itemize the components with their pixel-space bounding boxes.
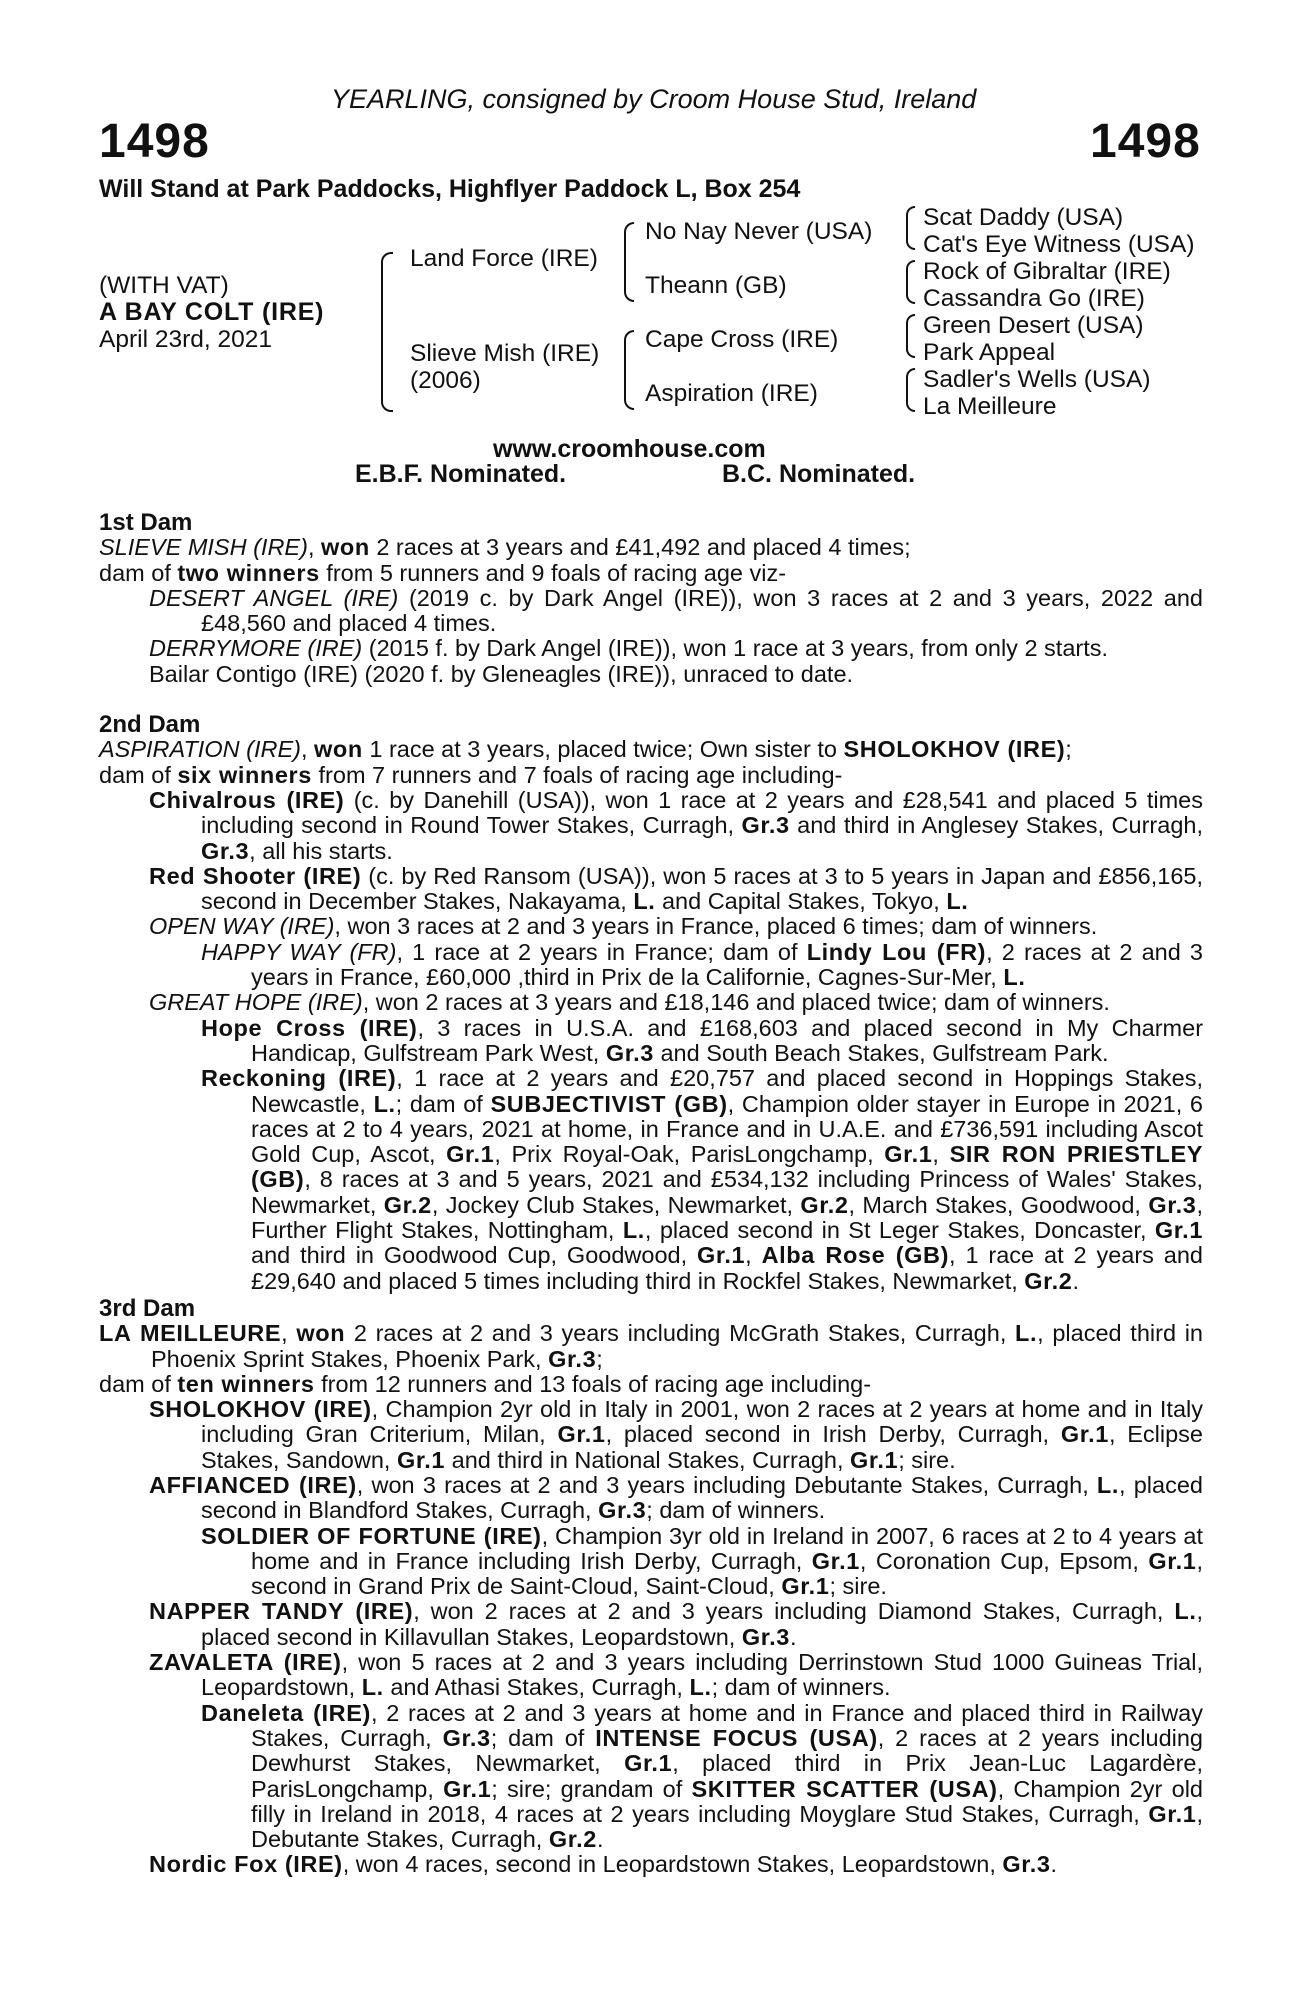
bc-nomination: B.C. Nominated. bbox=[722, 460, 916, 488]
second-dam-summary: ASPIRATION (IRE), won 1 race at 3 years, placed twice; Own sister to SHOLOKHOV (IRE); bbox=[99, 736, 1072, 763]
ebf-nomination: E.B.F. Nominated. bbox=[355, 460, 567, 488]
first-dam-heading: 1st Dam bbox=[99, 509, 193, 536]
produce-bailar-contigo: Bailar Contigo (IRE) (2020 f. by Gleneagles (IRE)), unraced to date. bbox=[149, 660, 854, 687]
pedigree-g1: Scat Daddy (USA) bbox=[923, 204, 1124, 231]
foaling-date: April 23rd, 2021 bbox=[99, 326, 272, 353]
produce-great-hope: GREAT HOPE (IRE), won 2 races at 3 years and £18,146 and placed twice; dam of winners. bbox=[149, 989, 1110, 1016]
produce-daneleta: Daneleta (IRE), 2 races at 2 and 3 years at home and in France and placed third in Railway Stakes, Curragh, Gr.3; dam of INTENSE FOCUS (USA), 2 races at 2 years including Dewhurst Stakes, Newmarket, Gr.1, placed third in Prix Jean-Luc Lagardère, ParisLongchamp, Gr.1; sire; grandam of SKITTER SCATTER (USA), Champion 2yr old filly in Ireland in 2018, 4 races at 2 years including Moyglare Stud Stakes, Curragh, Gr.1, Debutante Stakes, Curragh, Gr.2. bbox=[201, 1699, 1204, 1853]
produce-derrymore: DERRYMORE (IRE) (2015 f. by Dark Angel (IRE)), won 1 race at 3 years, from only 2 starts. bbox=[149, 635, 1109, 662]
produce-zavaleta: ZAVALETA (IRE), won 5 races at 2 and 3 years including Derrinstown Stud 1000 Guineas Trial, Leopardstown, L. and Athasi Stakes, Curragh, L.; dam of winners. bbox=[149, 1649, 1204, 1701]
lot-number-left: 1498 bbox=[99, 115, 210, 168]
pedigree-brace-g3 bbox=[906, 314, 915, 358]
pedigree-brace-dam bbox=[624, 330, 634, 410]
pedigree-g7: Sadler's Wells (USA) bbox=[923, 366, 1151, 393]
pedigree-dam-dam: Aspiration (IRE) bbox=[645, 380, 818, 407]
pedigree-dam-sire: Cape Cross (IRE) bbox=[645, 326, 839, 353]
pedigree-g8: La Meilleure bbox=[923, 393, 1057, 420]
first-dam-produce-line: dam of two winners from 5 runners and 9 foals of racing age viz- bbox=[99, 559, 787, 586]
pedigree-brace-g2 bbox=[906, 260, 915, 304]
pedigree-dam-year: (2006) bbox=[410, 367, 481, 394]
pedigree-brace-g4 bbox=[906, 368, 915, 412]
pedigree-g5: Green Desert (USA) bbox=[923, 312, 1144, 339]
pedigree-brace-sire bbox=[624, 222, 634, 302]
produce-reckoning: Reckoning (IRE), 1 race at 2 years and £20,757 and placed second in Hoppings Stakes, Newcastle, L.; dam of SUBJECTIVIST (GB), Champion older stayer in Europe in 2021, 6 races at 2 to 4 years, 2021 at home, in France and in U.A.E. and £736,591 including Ascot Gold Cup, Ascot, Gr.1, Prix Royal-Oak, ParisLongchamp, Gr.1, SIR RON PRIESTLEY (GB), 8 races at 3 and 5 years, 2021 and £534,132 including Princess of Wales' Stakes, Newmarket, Gr.2, Jockey Club Stakes, Newmarket, Gr.2, March Stakes, Goodwood, Gr.3, Further Flight Stakes, Nottingham, L., placed second in St Leger Stakes, Doncaster, Gr.1 and third in Goodwood Cup, Goodwood, Gr.1, Alba Rose (GB), 1 race at 2 years and £29,640 and placed 5 times including third in Rockfel Stakes, Newmarket, Gr.2. bbox=[201, 1065, 1204, 1294]
pedigree-g2: Cat's Eye Witness (USA) bbox=[923, 231, 1195, 258]
horse-name: A BAY COLT (IRE) bbox=[99, 298, 325, 326]
pedigree-g4: Cassandra Go (IRE) bbox=[923, 285, 1145, 312]
pedigree-sire: Land Force (IRE) bbox=[410, 245, 598, 272]
pedigree-sire-dam: Theann (GB) bbox=[645, 272, 787, 299]
pedigree-g6: Park Appeal bbox=[923, 339, 1056, 366]
first-dam-summary: SLIEVE MISH (IRE), won 2 races at 3 years and £41,492 and placed 4 times; bbox=[99, 534, 911, 561]
produce-nordic-fox: Nordic Fox (IRE), won 4 races, second in Leopardstown Stakes, Leopardstown, Gr.3. bbox=[149, 1851, 1058, 1878]
pedigree-brace-main bbox=[381, 252, 393, 412]
produce-open-way: OPEN WAY (IRE), won 3 races at 2 and 3 years in France, placed 6 times; dam of winners. bbox=[149, 913, 1098, 940]
produce-soldier-of-fortune: SOLDIER OF FORTUNE (IRE), Champion 3yr old in Ireland in 2007, 6 races at 2 to 4 years at home and in France including Irish Derby, Curragh, Gr.1, Coronation Cup, Epsom, Gr.1, second in Grand Prix de Saint-Cloud, Saint-Cloud, Gr.1; sire. bbox=[201, 1522, 1203, 1600]
produce-napper-tandy: NAPPER TANDY (IRE), won 2 races at 2 and 3 years including Diamond Stakes, Curragh, L., placed second in Killavullan Stakes, Leopardstown, Gr.3. bbox=[149, 1598, 1203, 1650]
second-dam-produce-line: dam of six winners from 7 runners and 7 foals of racing age including- bbox=[99, 761, 843, 788]
pedigree-dam: Slieve Mish (IRE) bbox=[410, 340, 600, 367]
vat-note: (WITH VAT) bbox=[99, 272, 229, 299]
produce-affianced: AFFIANCED (IRE), won 3 races at 2 and 3 years including Debutante Stakes, Curragh, L., placed second in Blandford Stakes, Curragh, Gr.3; dam of winners. bbox=[149, 1471, 1203, 1524]
third-dam-summary: LA MEILLEURE, won 2 races at 2 and 3 years including McGrath Stakes, Curragh, L., placed third in Phoenix Sprint Stakes, Phoenix Park, Gr.3; bbox=[99, 1320, 1203, 1372]
second-dam-heading: 2nd Dam bbox=[99, 711, 201, 739]
website-link[interactable]: www.croomhouse.com bbox=[493, 435, 766, 463]
produce-sholokhov: SHOLOKHOV (IRE), Champion 2yr old in Italy in 2001, won 2 races at 2 years at home and in Italy including Gran Criterium, Milan, Gr.1, placed second in Irish Derby, Curragh, Gr.1, Eclipse Stakes, Sandown, Gr.1 and third in National Stakes, Curragh, Gr.1; sire. bbox=[149, 1396, 1203, 1473]
pedigree-g3: Rock of Gibraltar (IRE) bbox=[923, 258, 1171, 285]
produce-hope-cross: Hope Cross (IRE), 3 races in U.S.A. and £168,603 and placed second in My Charmer Handicap, Gulfstream Park West, Gr.3 and South Beach Stakes, Gulfstream Park. bbox=[201, 1014, 1204, 1066]
produce-desert-angel: DESERT ANGEL (IRE) (2019 c. by Dark Angel (IRE)), won 3 races at 2 and 3 years, 2022 and £48,560 and placed 4 times. bbox=[149, 584, 1204, 637]
third-dam-heading: 3rd Dam bbox=[99, 1294, 196, 1322]
consignment-line: YEARLING, consigned by Croom House Stud, Ireland bbox=[331, 84, 977, 114]
pedigree-sire-sire: No Nay Never (USA) bbox=[645, 218, 873, 245]
produce-record bbox=[99, 510, 1203, 1878]
produce-chivalrous: Chivalrous (IRE) (c. by Danehill (USA)), won 1 race at 2 years and £28,541 and placed 5 times including second in Round Tower Stakes, Curragh, Gr.3 and third in Anglesey Stakes, Curragh, Gr.3, all his starts. bbox=[149, 786, 1204, 864]
produce-red-shooter: Red Shooter (IRE) (c. by Red Ransom (USA)), won 5 races at 3 to 5 years in Japan and £856,165, second in December Stakes, Nakayama, L. and Capital Stakes, Tokyo, L. bbox=[149, 862, 1203, 915]
produce-happy-way: HAPPY WAY (FR), 1 race at 2 years in France; dam of Lindy Lou (FR), 2 races at 2 and 3 years in France, £60,000 ,third in Prix de la Californie, Cagnes-Sur-Mer, L. bbox=[201, 938, 1204, 991]
stand-location: Will Stand at Park Paddocks, Highflyer Paddock L, Box 254 bbox=[99, 175, 801, 203]
pedigree-brace-g1 bbox=[906, 206, 915, 250]
lot-number-right: 1498 bbox=[1090, 115, 1201, 168]
third-dam-produce-line: dam of ten winners from 12 runners and 13 foals of racing age including- bbox=[99, 1370, 872, 1397]
